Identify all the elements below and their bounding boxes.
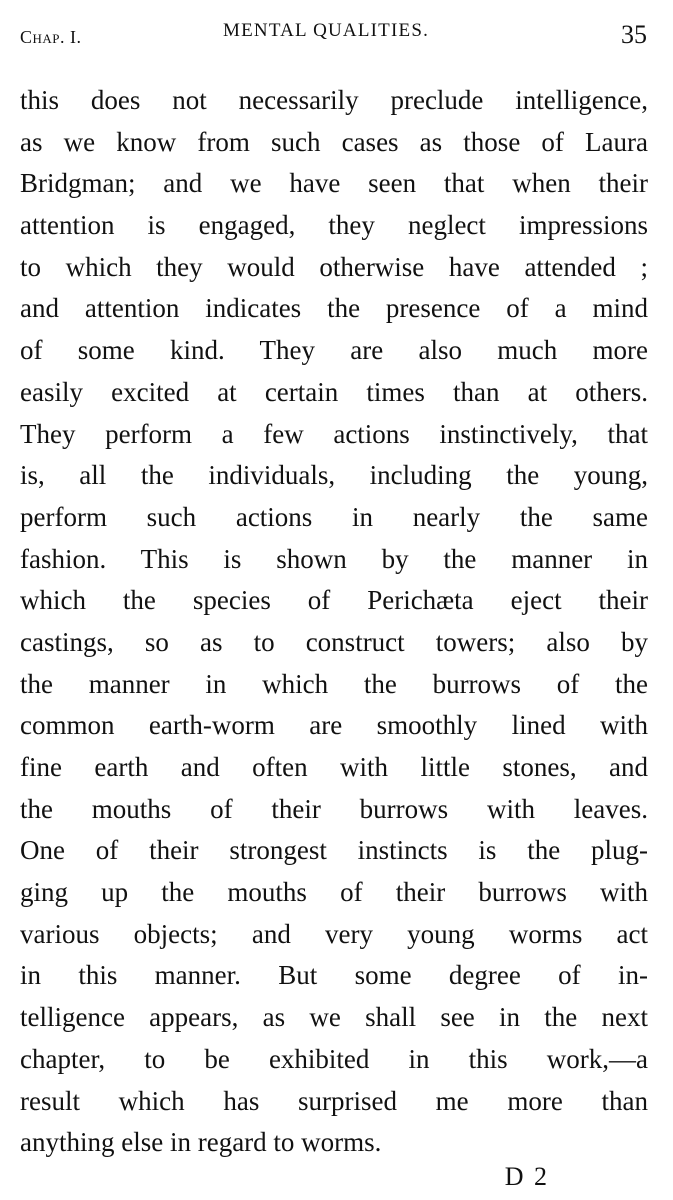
text-line: to which they would otherwise have attended ; [20, 251, 648, 282]
text-line: the mouths of their burrows with leaves. [20, 793, 648, 824]
text-line: as we know from such cases as those of Laura [20, 126, 648, 157]
text-line: chapter, to be exhibited in this work,—a [20, 1043, 648, 1074]
text-line: in this manner. But some degree of in- [20, 960, 648, 991]
body-text [20, 80, 648, 1164]
chapter-label: Chap. I. [20, 27, 82, 47]
text-line: the manner in which the burrows of the [20, 668, 648, 699]
text-line: fine earth and often with little stones, and [20, 752, 648, 782]
text-line-last: anything else in regard to worms. [20, 1127, 382, 1158]
text-line: of some kind. They are also much more [20, 335, 648, 366]
text-line: and attention indicates the presence of a mind [20, 293, 648, 324]
text-line: easily excited at certain times than at others. [20, 376, 648, 407]
text-line: result which has surprised me more than [20, 1085, 648, 1116]
page-number: 35 [621, 20, 647, 49]
text-line: One of their strongest instincts is the plug- [20, 835, 648, 866]
text-line: which the species of Perichæta eject their [20, 585, 648, 616]
running-title: MENTAL QUALITIES. [223, 20, 430, 41]
running-head [20, 20, 647, 50]
text-line: common earth-worm are smoothly lined with [20, 710, 648, 741]
text-line: Bridgman; and we have seen that when their [20, 168, 648, 199]
text-line: attention is engaged, they neglect impressions [20, 210, 648, 241]
text-line: telligence appears, as we shall see in the next [20, 1002, 648, 1033]
text-line: ging up the mouths of their burrows with [20, 877, 648, 908]
text-line: fashion. This is shown by the manner in [20, 543, 648, 574]
text-line: They perform a few actions instinctively, that [20, 418, 648, 449]
signature-mark: D 2 [504, 1162, 549, 1191]
text-line: is, all the individuals, including the young, [20, 460, 648, 491]
text-line: this does not necessarily preclude intelligence, [20, 85, 648, 115]
text-line: castings, so as to construct towers; also by [20, 626, 648, 657]
text-line: various objects; and very young worms act [20, 918, 648, 949]
text-line: perform such actions in nearly the same [20, 501, 648, 532]
